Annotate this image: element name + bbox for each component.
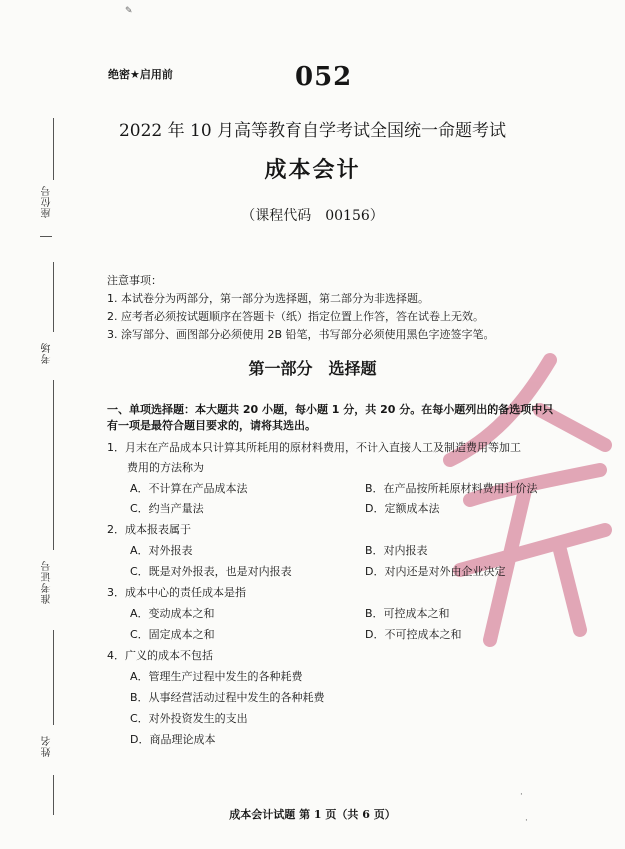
watermark-stamp	[430, 350, 620, 650]
option-d: D．定额成本法	[365, 502, 440, 515]
notes-title: 注意事项：	[107, 274, 162, 287]
question-stem: 1．月末在产品成本只计算其所耗用的原材料费用，不计入直接人工及制造费用等加工	[107, 441, 521, 454]
question-stem: 费用的方法称为	[127, 461, 204, 474]
option-b: B．从事经营活动过程中发生的各种耗费	[130, 691, 325, 704]
course-code: （课程代码 00156）	[241, 208, 384, 224]
section-intro: 一、单项选择题：本大题共 20 小题，每小题 1 分，共 20 分。在每小题列出的备选项中只有一项是最符合题目要求的，请将其选出。	[107, 403, 554, 432]
notes-item: 3. 涂写部分、画图部分必须使用 2B 铅笔，书写部分必须使用黑色字迹签字笔。	[107, 328, 495, 341]
question-stem: 4．广义的成本不包括	[107, 649, 213, 662]
scan-mark: ✎	[125, 6, 133, 16]
notes-item: 2. 应考者必须按试题顺序在答题卡（纸）指定位置上作答，答在试卷上无效。	[107, 310, 484, 323]
scan-mark: ·	[520, 790, 523, 800]
page-footer: 成本会计试题 第 1 页（共 6 页）	[229, 808, 396, 821]
option-d: D．不可控成本之和	[365, 628, 462, 641]
option-c: C．约当产量法	[130, 502, 204, 515]
name-label: 姓名	[42, 735, 53, 757]
exam-title: 2022 年 10 月高等教育自学考试全国统一命题考试	[118, 121, 507, 141]
exam-room-label: 考场	[42, 342, 53, 364]
binding-line	[53, 380, 54, 550]
notes-block	[107, 272, 495, 344]
option-d: D．商品理论成本	[130, 733, 216, 746]
option-c: C．既是对外报表，也是对内报表	[130, 565, 292, 578]
secret-label: 绝密★启用前	[108, 68, 173, 81]
scan-mark: ·	[525, 816, 528, 826]
part-title: 第一部分 选择题	[248, 359, 377, 378]
binding-line	[40, 236, 52, 237]
option-b: B．对内报表	[365, 544, 428, 557]
question-stem: 2．成本报表属于	[107, 523, 191, 536]
notes-item: 1. 本试卷分为两部分，第一部分为选择题，第二部分为非选择题。	[107, 292, 429, 305]
option-a: A．变动成本之和	[130, 607, 215, 620]
option-b: B．在产品按所耗原材料费用计价法	[365, 482, 538, 495]
paper-code: 052	[295, 62, 353, 92]
seat-number-label: 座位号	[42, 185, 53, 218]
option-a: A．不计算在产品成本法	[130, 482, 248, 495]
ticket-number-label: 准考证号	[42, 560, 53, 604]
option-d: D．对内还是对外由企业决定	[365, 565, 506, 578]
option-c: C．固定成本之和	[130, 628, 215, 641]
option-b: B．可控成本之和	[365, 607, 450, 620]
option-a: A．管理生产过程中发生的各种耗费	[130, 670, 303, 683]
option-a: A．对外报表	[130, 544, 193, 557]
binding-line	[53, 630, 54, 725]
binding-line	[53, 262, 54, 332]
option-c: C．对外投资发生的支出	[130, 712, 248, 725]
subject-title: 成本会计	[264, 158, 361, 183]
question-stem: 3．成本中心的责任成本是指	[107, 586, 246, 599]
